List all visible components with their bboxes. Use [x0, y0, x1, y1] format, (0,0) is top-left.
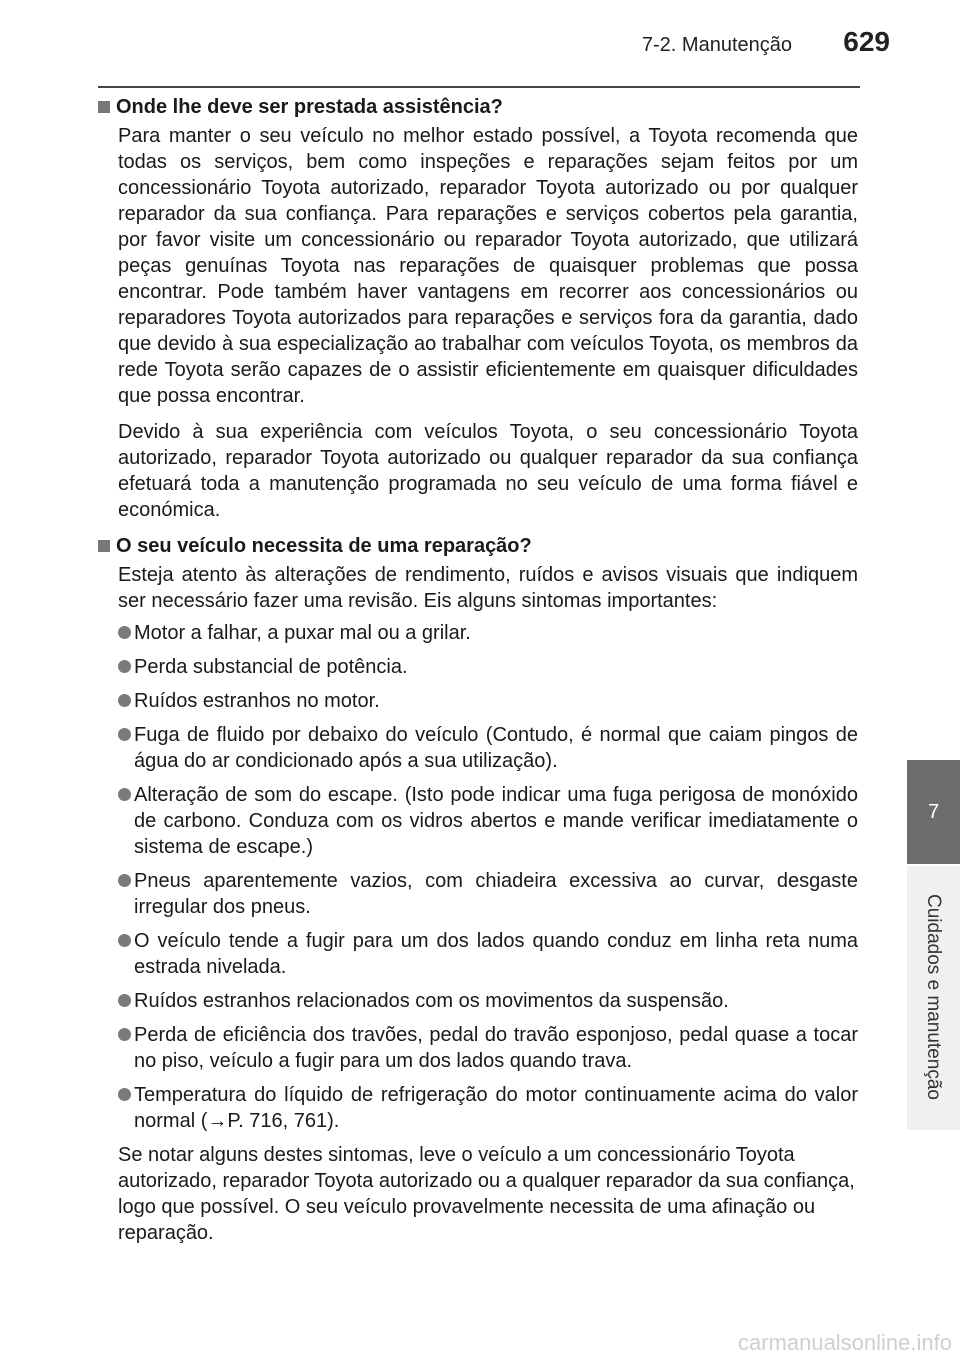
paragraph: Para manter o seu veículo no melhor estado possível, a Toyota recomenda que todas os serviços, bem como inspeções e reparações sejam feitos por um concessionário Toyota autorizado, reparador Toyota autorizado ou por qualquer reparador da sua confiança. Para reparações e serviços cobertos pela garantia, por favor visite um concessionário ou reparador Toyota autorizado, que utilizará peças genuínas Toyota nas reparações de quaisquer problemas que possa encontrar. Pode também haver vantagens em recorrer aos concessionários ou reparadores Toyota autorizados para reparações e serviços fora da garantia, dado que devido à sua especialização ao trabalhar com veículos Toyota, os membros da rede Toyota serão capazes de o assistir eficientemente em quaisquer dificuldades que possa encontrar.	[118, 125, 858, 407]
section-heading-text: O seu veículo necessita de uma reparação?	[116, 535, 532, 557]
list-item: Alteração de som do escape. (Isto pode indicar uma fuga perigosa de monóxido de carbono. Conduza com os vidros abertos e mande verificar imediatamente o sistema de escape.)	[118, 782, 858, 860]
list-item: O veículo tende a fugir para um dos lados quando conduz em linha reta numa estrada nivelada.	[118, 928, 858, 980]
dot-bullet-icon	[118, 660, 131, 673]
chapter-number: 7	[907, 760, 960, 864]
dot-bullet-icon	[118, 728, 131, 741]
dot-bullet-icon	[118, 994, 131, 1007]
section-heading-text: Onde lhe deve ser prestada assistência?	[116, 96, 503, 118]
square-bullet-icon	[98, 540, 110, 552]
watermark: carmanualsonline.info	[737, 1330, 952, 1355]
list-item: Ruídos estranhos no motor.	[118, 688, 858, 714]
list-item: Fuga de fluido por debaixo do veículo (Contudo, é normal que caiam pingos de água do ar condicionado após a sua utilização).	[118, 722, 858, 774]
header-divider	[98, 86, 860, 88]
square-bullet-icon	[98, 101, 110, 113]
page-content	[98, 94, 858, 1246]
dot-bullet-icon	[118, 934, 131, 947]
list-item: Perda substancial de potência.	[118, 654, 858, 680]
dot-bullet-icon	[118, 788, 131, 801]
paragraph: Esteja atento às alterações de rendimento, ruídos e avisos visuais que indiquem ser necessário fazer uma revisão. Eis alguns sintomas importantes:	[118, 564, 858, 612]
list-item: Pneus aparentemente vazios, com chiadeira excessiva ao curvar, desgaste irregular dos pneus.	[118, 868, 858, 920]
dot-bullet-icon	[118, 1028, 131, 1041]
chapter-title: Cuidados e manutenção	[923, 894, 944, 1100]
dot-bullet-icon	[118, 694, 131, 707]
chapter-side-tab	[907, 0, 960, 1360]
list-item: Ruídos estranhos relacionados com os movimentos da suspensão.	[118, 988, 858, 1014]
section-heading	[98, 94, 858, 120]
dot-bullet-icon	[118, 1088, 131, 1101]
list-item: Temperatura do líquido de refrigeração do motor continuamente acima do valor normal (→P. 716, 761).	[118, 1082, 858, 1134]
page-header	[0, 0, 960, 90]
section-heading	[98, 533, 858, 559]
page-number: 629	[843, 26, 890, 57]
paragraph: Se notar alguns destes sintomas, leve o veículo a um concessionário Toyota autorizado, reparador Toyota autorizado ou a qualquer reparador da sua confiança, logo que possível. O seu veículo provavelmente necessita de uma afinação ou reparação.	[118, 1144, 855, 1244]
list-item: Perda de eficiência dos travões, pedal do travão esponjoso, pedal quase a tocar no piso, veículo a fugir para um dos lados quando trava.	[118, 1022, 858, 1074]
paragraph: Devido à sua experiência com veículos Toyota, o seu concessionário Toyota autorizado, reparador Toyota autorizado ou qualquer reparador da sua confiança efetuará toda a manutenção programada no seu veículo de uma forma fiável e económica.	[118, 421, 858, 521]
list-item: Motor a falhar, a puxar mal ou a grilar.	[118, 620, 858, 646]
dot-bullet-icon	[118, 626, 131, 639]
symptom-list	[118, 620, 858, 1134]
dot-bullet-icon	[118, 874, 131, 887]
section-title: 7-2. Manutenção	[641, 34, 792, 56]
